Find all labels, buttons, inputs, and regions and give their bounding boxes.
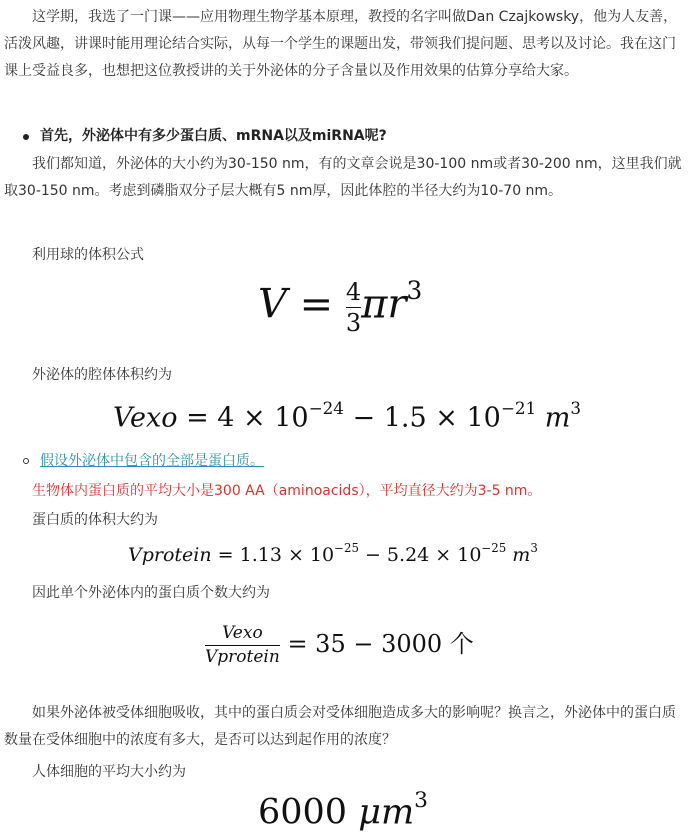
vexo-lhs: Vexo bbox=[113, 402, 178, 434]
protein-count-formula bbox=[205, 624, 474, 667]
section-heading-q1: 首先，外泌体中有多少蛋白质、mRNA以及miRNA呢? bbox=[40, 128, 387, 144]
ratio-bar bbox=[205, 645, 280, 646]
sphere-fraction bbox=[346, 279, 361, 337]
ratio-unit: 个 bbox=[449, 630, 474, 658]
vexo-exp-a: −24 bbox=[308, 398, 344, 418]
assume-protein-link[interactable]: 假设外泌体中包含的全部是蛋白质。 bbox=[40, 453, 264, 469]
sphere-formula-label: 利用球的体积公式 bbox=[32, 247, 144, 263]
effect-paragraph: 如果外泌体被受体细胞吸收，其中的蛋白质会对受体细胞造成多大的影响呢？换言之，外泌体中的蛋白质数量在受体细胞中的浓度有多大，是否可以达到起作用的浓度？ bbox=[4, 705, 676, 748]
cell-unit: μm bbox=[358, 792, 415, 833]
vexo-formula bbox=[113, 398, 581, 434]
sphere-frac-den: 3 bbox=[345, 309, 362, 338]
ratio-fraction bbox=[205, 624, 280, 666]
vprotein-unit-exp: 3 bbox=[530, 541, 538, 555]
cell-volume-formula bbox=[258, 788, 428, 832]
protein-volume-label: 蛋白质的体积大约为 bbox=[32, 512, 158, 528]
cell-size-label: 人体细胞的平均大小约为 bbox=[32, 764, 186, 780]
vexo-unit-exp: 3 bbox=[570, 398, 581, 418]
ratio-num: Vexo bbox=[222, 623, 263, 644]
ratio-rhs: = 35 − 3000 bbox=[279, 630, 450, 658]
vprotein-rhs-a: = 1.13 × 10 bbox=[211, 543, 335, 566]
cell-exp: 3 bbox=[414, 788, 428, 813]
vexo-exp-b: −21 bbox=[500, 398, 537, 418]
vexo-rhs-b: − 1.5 × 10 bbox=[343, 402, 501, 434]
vprotein-exp-a: −25 bbox=[334, 541, 359, 555]
size-paragraph: 我们都知道，外泌体的大小约为30-150 nm，有的文章会说是30-100 nm或者30-200 nm，这里我们就取30-150 nm。考虑到磷脂双分子层大概有5 nm厚，因此体腔的半径大约为10-70 nm。 bbox=[4, 156, 682, 199]
vexo-unit: m bbox=[536, 402, 571, 434]
sphere-exp: 3 bbox=[406, 276, 423, 305]
cavity-volume-label: 外泌体的腔体体积约为 bbox=[32, 367, 172, 383]
vprotein-rhs-b: − 5.24 × 10 bbox=[358, 543, 482, 566]
sphere-eq: = bbox=[299, 281, 334, 328]
sphere-volume-formula bbox=[258, 276, 422, 336]
vprotein-unit: m bbox=[506, 543, 531, 566]
vprotein-lhs: Vprotein bbox=[128, 543, 212, 566]
sphere-frac-num: 4 bbox=[345, 277, 362, 306]
vexo-rhs-a: = 4 × 10 bbox=[177, 402, 309, 434]
ratio-den: Vprotein bbox=[205, 647, 280, 667]
bullet-circle-icon bbox=[23, 458, 29, 464]
bullet-disc-icon bbox=[23, 134, 29, 140]
protein-size-note: 生物体内蛋白质的平均大小是300 AA（aminoacids），平均直径大约为3-5 nm。 bbox=[32, 483, 542, 499]
intro-paragraph: 这学期，我选了一门课——应用物理生物学基本原理，教授的名字叫做Dan Czajkowsky，他为人友善，活泼风趣，讲课时能用理论结合实际，从每一个学生的课题出发，带领我们提问题、思考以及讨论。我在这门课上受益良多，也想把这位教授讲的关于外泌体的分子含量以及作用效果的估算分享给大家。 bbox=[4, 9, 678, 79]
sphere-lhs: V bbox=[258, 281, 287, 328]
protein-count-label: 因此单个外泌体内的蛋白质个数大约为 bbox=[32, 585, 270, 601]
sphere-r: r bbox=[387, 281, 407, 328]
fraction-bar bbox=[346, 307, 361, 308]
sphere-pi: π bbox=[361, 281, 388, 328]
vprotein-formula bbox=[128, 541, 538, 566]
cell-value: 6000 bbox=[258, 792, 359, 833]
vprotein-exp-b: −25 bbox=[481, 541, 507, 555]
